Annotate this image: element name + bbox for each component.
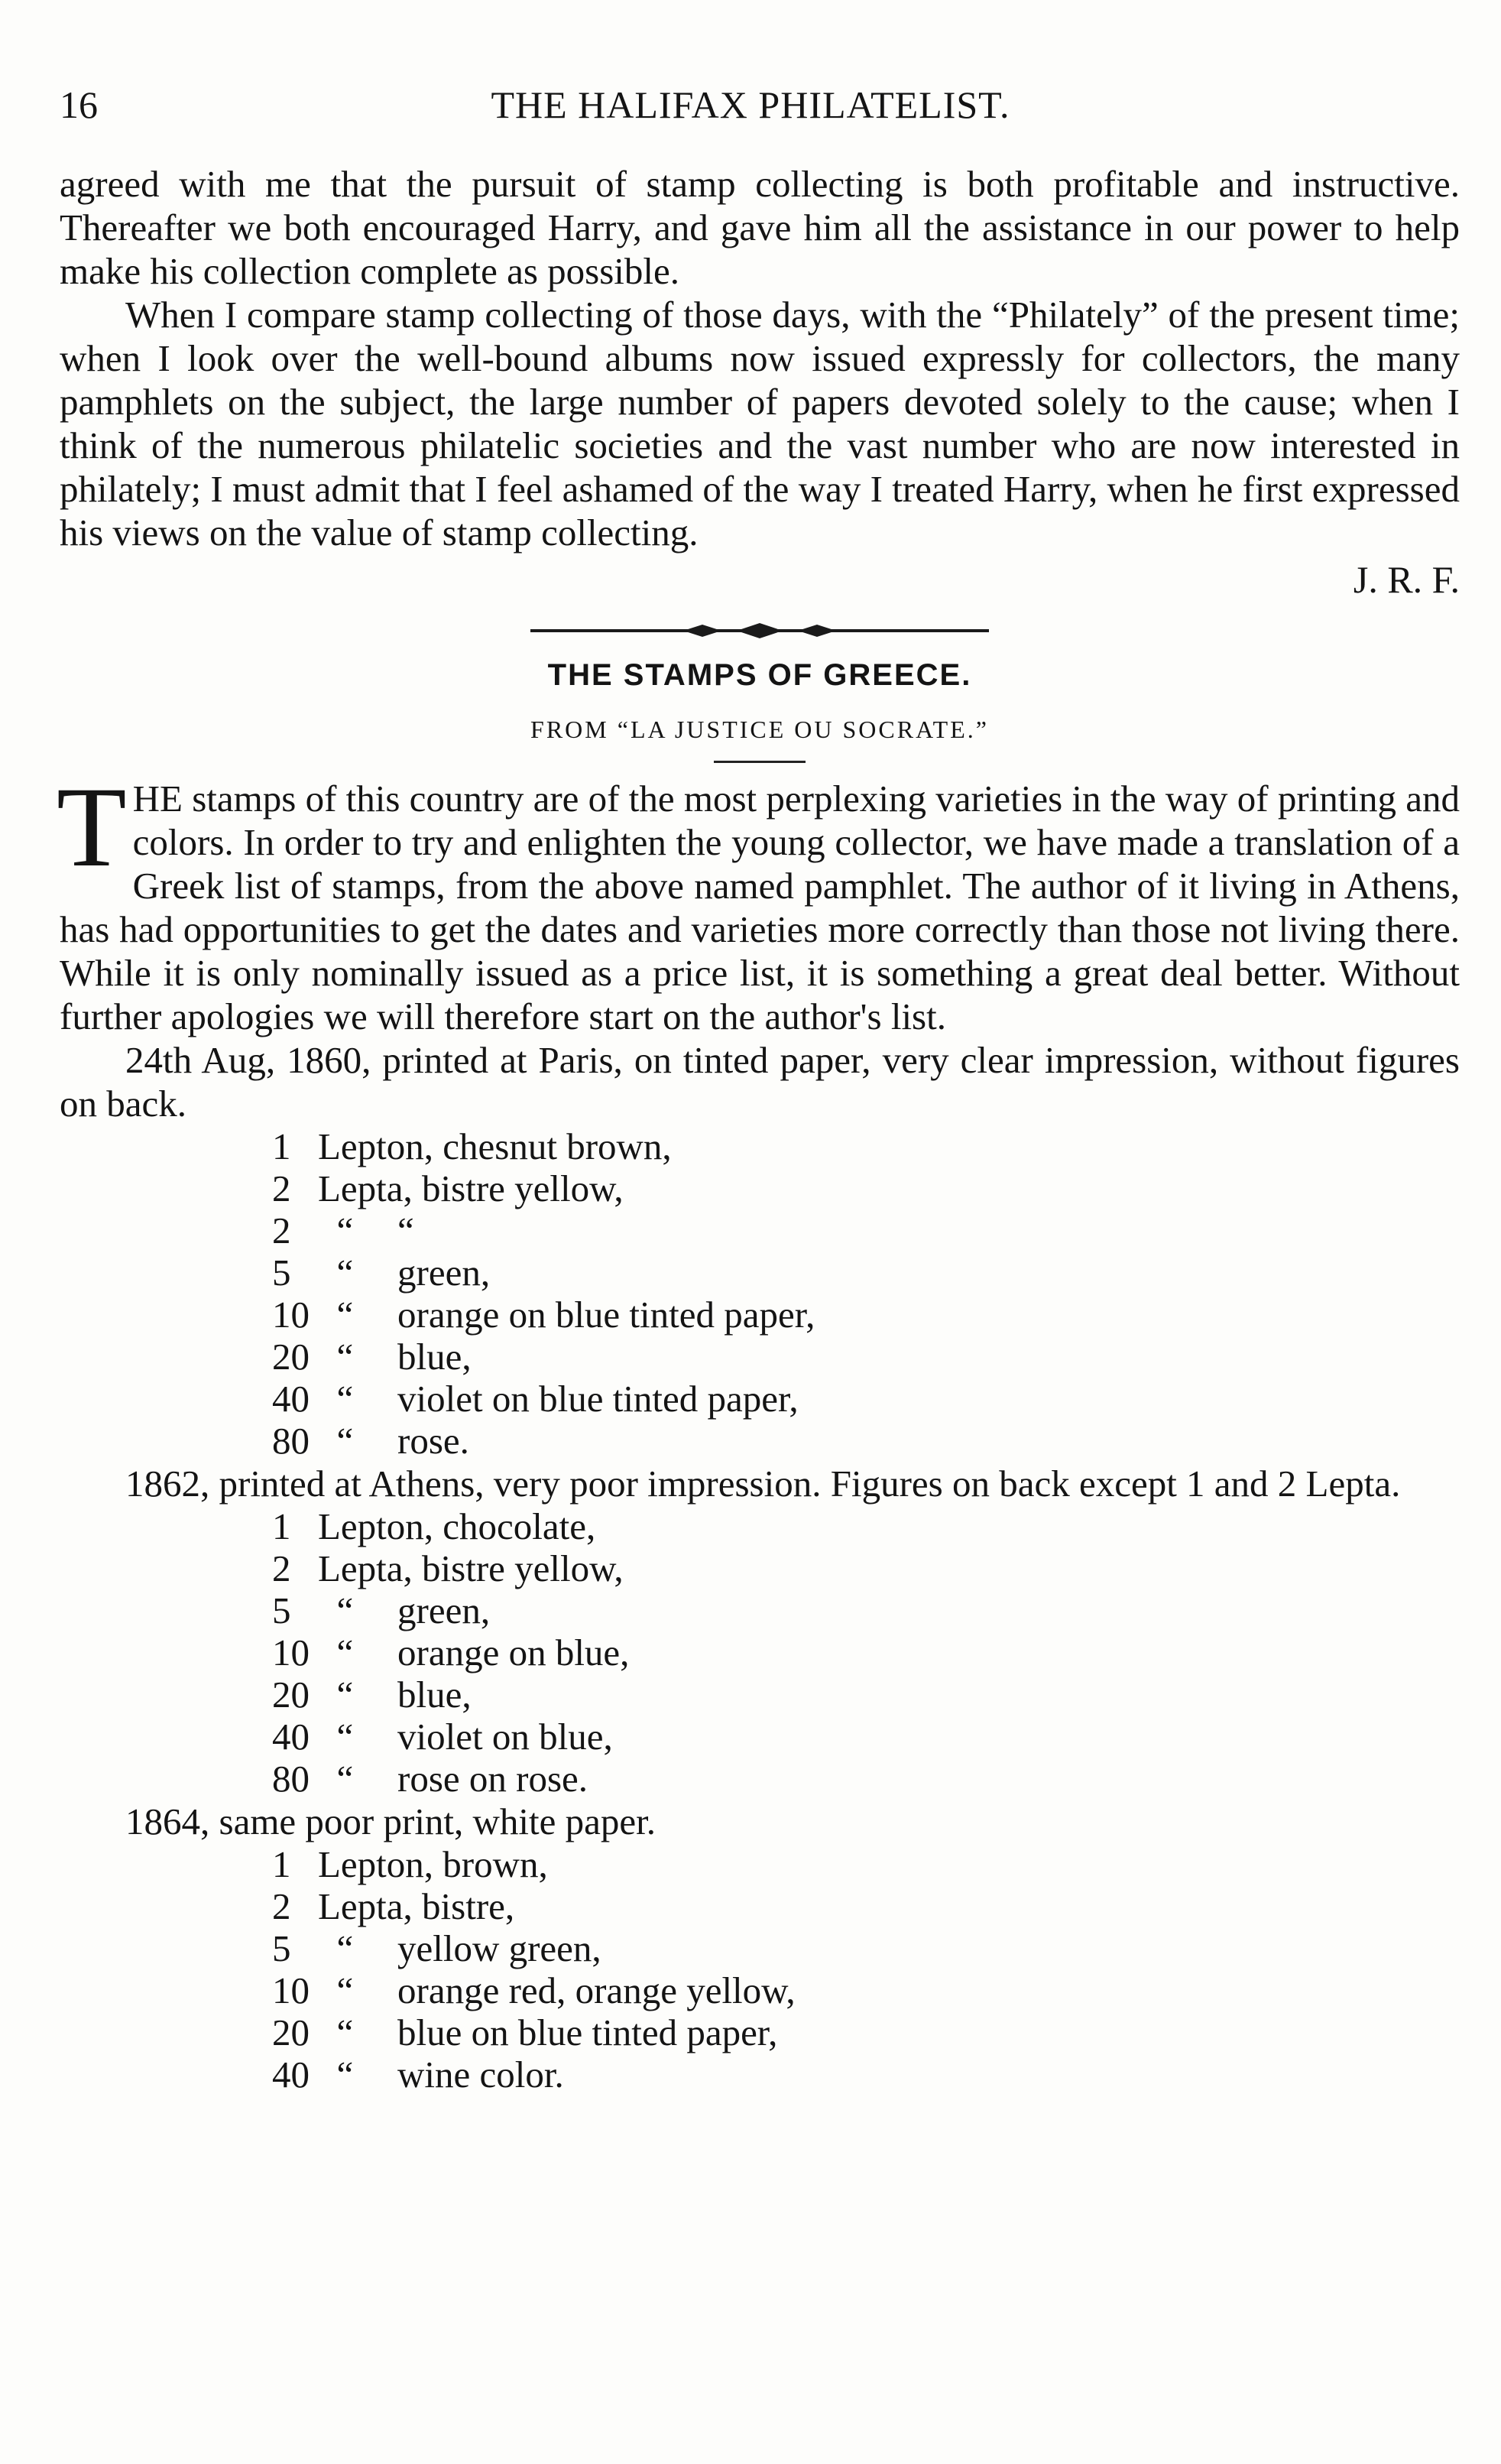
issue-lists	[60, 1038, 1460, 2096]
stamp-list-item	[272, 1927, 1460, 1969]
stamp-list-item	[272, 1716, 1460, 1758]
stamp-value: 10	[272, 1294, 310, 1336]
stamp-description: violet on blue tinted paper,	[397, 1378, 799, 1420]
stamp-list-item	[272, 1378, 1460, 1420]
stamp-description: violet on blue,	[397, 1716, 613, 1758]
stamp-unit: “	[318, 1631, 354, 1674]
stamp-description: Lepta, bistre,	[318, 1885, 515, 1927]
stamp-unit: “	[318, 1294, 354, 1336]
stamp-description: orange on blue,	[397, 1631, 630, 1674]
stamp-unit: “	[318, 1716, 354, 1758]
stamp-list-item	[272, 1589, 1460, 1631]
stamp-unit: “	[318, 1927, 354, 1969]
article-subtitle: FROM “LA JUSTICE OU SOCRATE.”	[530, 716, 989, 743]
stamp-value: 2	[272, 1167, 291, 1209]
stamp-description: orange on blue tinted paper,	[397, 1294, 815, 1336]
stamp-list-item	[272, 1885, 1460, 1927]
stamp-list-item	[272, 1125, 1460, 1167]
stamp-value: 1	[272, 1125, 291, 1167]
stamp-value: 40	[272, 1716, 310, 1758]
stamp-value: 5	[272, 1251, 291, 1294]
stamp-unit: “	[318, 1674, 354, 1716]
stamp-unit: “	[318, 1969, 354, 2011]
stamp-list-item	[272, 1505, 1460, 1547]
stamp-value: 2	[272, 1547, 291, 1589]
stamp-value: 10	[272, 1631, 310, 1674]
stamp-value: 5	[272, 1589, 291, 1631]
stamp-list-item	[272, 1843, 1460, 1885]
running-header: THE HALIFAX PHILATELIST.	[491, 83, 1010, 126]
stamp-description: blue,	[397, 1336, 472, 1378]
stamp-unit: “	[318, 1378, 354, 1420]
stamp-value: 80	[272, 1420, 310, 1462]
ornamental-rule	[530, 618, 989, 643]
stamp-value: 40	[272, 2053, 310, 2096]
article-title: THE STAMPS OF GREECE.	[547, 658, 972, 692]
stamp-list-item	[272, 1420, 1460, 1462]
stamp-value: 20	[272, 2011, 310, 2053]
page-body	[57, 162, 1460, 2096]
stamp-list-item	[272, 1758, 1460, 1800]
stamp-list-item	[272, 1294, 1460, 1336]
stamp-value: 1	[272, 1843, 291, 1885]
stamp-unit: “	[318, 2011, 354, 2053]
stamp-description: orange red, orange yellow,	[397, 1969, 796, 2011]
stamp-description: rose.	[397, 1420, 469, 1462]
issue-intro: 1864, same poor print, white paper.	[125, 1800, 656, 1842]
stamp-list-item	[272, 2011, 1460, 2053]
stamp-unit: “	[318, 1420, 354, 1462]
stamp-description: Lepton, chesnut brown,	[318, 1125, 672, 1167]
stamp-description: rose on rose.	[397, 1758, 588, 1800]
stamp-value: 20	[272, 1674, 310, 1716]
page-number: 16	[60, 83, 98, 126]
stamp-value: 10	[272, 1969, 310, 2011]
intro-paragraph-2: When I compare stamp collecting of those days, with the “Philately” of the present time; when I look over the well-bound albums now issued expressly for collectors, the many pamphlets on the subject, the large number of papers devoted solely to the cause; when I think of the numerous philatelic societies and the vast number who are now interested in philately; I must admit that I feel ashamed of the way I treated Harry, when he first expressed his views on the value of stamp collecting.	[60, 294, 1460, 554]
stamp-list	[272, 1505, 1460, 1800]
stamp-value: 5	[272, 1927, 291, 1969]
stamp-unit: “	[318, 1336, 354, 1378]
stamp-list-item	[272, 1674, 1460, 1716]
stamp-list	[272, 1125, 1460, 1462]
stamp-description: Lepta, bistre yellow,	[318, 1167, 624, 1209]
stamp-list-item	[272, 1969, 1460, 2011]
stamp-list-item	[272, 1631, 1460, 1674]
stamp-description: “	[397, 1209, 414, 1251]
stamp-unit: “	[318, 2053, 354, 2096]
stamp-description: Lepta, bistre yellow,	[318, 1547, 624, 1589]
stamp-value: 40	[272, 1378, 310, 1420]
stamp-unit: “	[318, 1589, 354, 1631]
stamp-value: 2	[272, 1885, 291, 1927]
stamp-list-item	[272, 1336, 1460, 1378]
stamp-value: 1	[272, 1505, 291, 1547]
stamp-description: wine color.	[397, 2053, 564, 2096]
stamp-unit: “	[318, 1209, 354, 1251]
stamp-list-item	[272, 1547, 1460, 1589]
stamp-list-item	[272, 1209, 1460, 1251]
stamp-description: green,	[397, 1589, 491, 1631]
stamp-description: green,	[397, 1251, 491, 1294]
issue-intro: 1862, printed at Athens, very poor impression. Figures on back except 1 and 2 Lepta.	[125, 1462, 1401, 1505]
stamp-list-item	[272, 1251, 1460, 1294]
issue-intro: 24th Aug, 1860, printed at Paris, on tinted paper, very clear impression, without figures on back.	[60, 1039, 1460, 1125]
author-signature: J. R. F.	[1353, 558, 1460, 601]
stamp-unit: “	[318, 1758, 354, 1800]
stamp-value: 80	[272, 1758, 310, 1800]
intro-paragraph-1: agreed with me that the pursuit of stamp collecting is both profitable and instructive. Thereafter we both encouraged Harry, and gave him all the assistance in our power to help make his collection complete as possible.	[60, 163, 1460, 292]
stamp-description: Lepton, chocolate,	[318, 1505, 596, 1547]
stamp-description: yellow green,	[397, 1927, 601, 1969]
stamp-unit: “	[318, 1251, 354, 1294]
stamp-description: blue on blue tinted paper,	[397, 2011, 778, 2053]
stamp-value: 20	[272, 1336, 310, 1378]
stamp-list-item	[272, 1167, 1460, 1209]
article-intro	[57, 764, 1460, 1038]
stamp-description: blue,	[397, 1674, 472, 1716]
stamp-list	[272, 1843, 1460, 2096]
stamp-value: 2	[272, 1209, 291, 1251]
stamp-list-item	[272, 2053, 1460, 2096]
stamp-description: Lepton, brown,	[318, 1843, 548, 1885]
article-paragraph-1: HE stamps of this country are of the most perplexing varieties in the way of printing and colors. In order to try and enlighten the young collector, we have made a translation of a Greek list of stamps, from the above named pamphlet. The author of it living in Athens, has had opportunities to get the dates and varieties more correctly than those not living there. While it is only nominally issued as a price list, it is something a great deal better. Without further apologies we will therefore start on the author's list.	[60, 778, 1460, 1037]
drop-cap: T	[57, 764, 127, 891]
short-divider	[714, 761, 806, 763]
